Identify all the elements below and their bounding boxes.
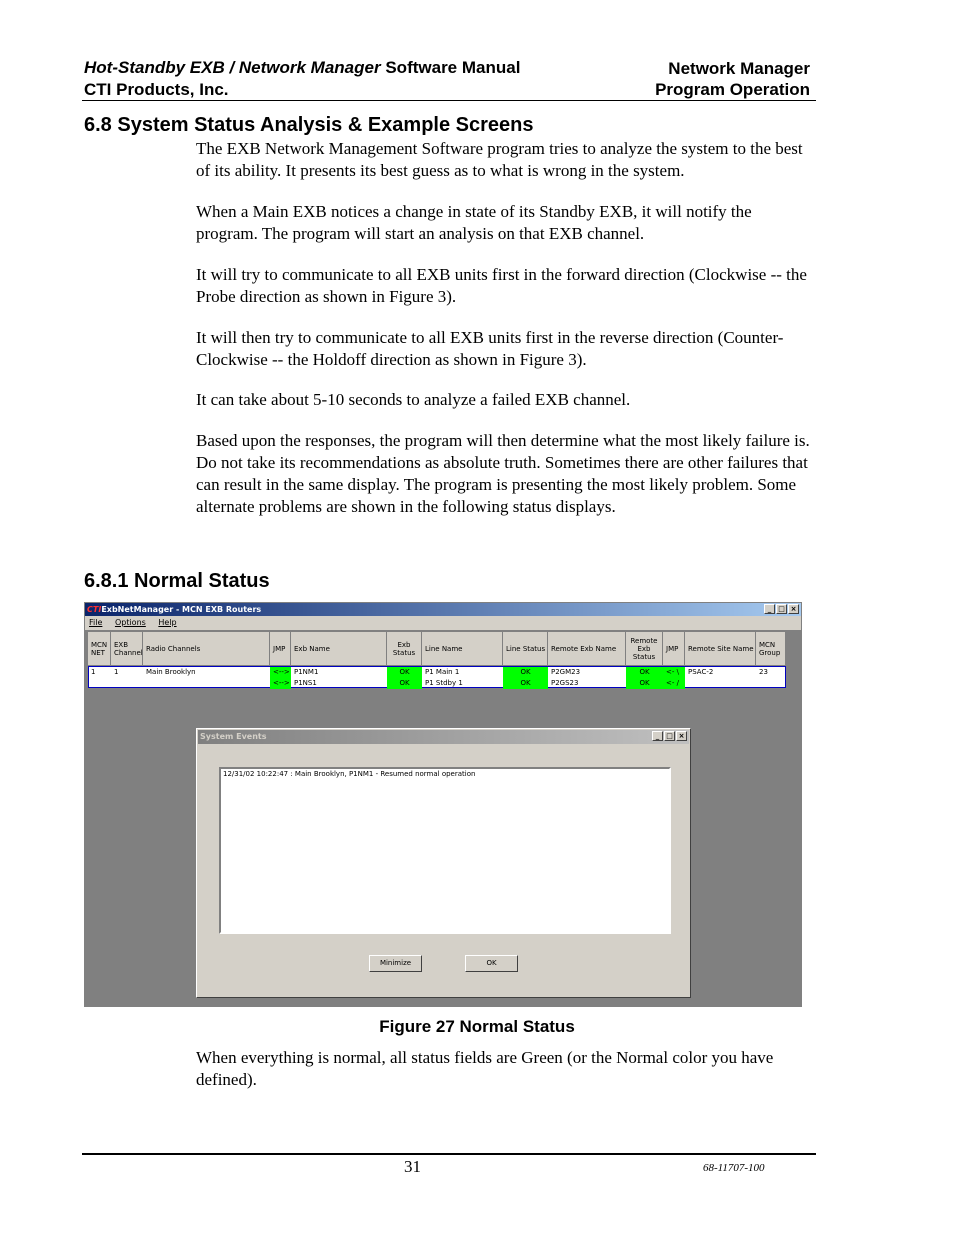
cell-exb-channel: 1 — [114, 668, 119, 676]
cell-line-status-2: OK — [503, 678, 548, 689]
maximize-icon[interactable]: □ — [776, 604, 787, 614]
system-events-dialog — [196, 728, 691, 998]
cell-radio-channel: Main Brooklyn — [146, 668, 196, 676]
cell-remote-site: PSAC-2 — [688, 668, 714, 676]
header-title — [84, 57, 520, 78]
paragraph-2: When a Main EXB notices a change in state of its Standby EXB, it will notify the program. The program will start an analysis on that EXB channel. — [196, 202, 752, 243]
router-table — [88, 632, 786, 688]
cell-remote-jmp-2: <- / — [663, 678, 685, 689]
ok-button[interactable]: OK — [465, 955, 518, 972]
col-line-name[interactable]: Line Name — [422, 632, 503, 666]
paragraph-1: The EXB Network Management Software program tries to analyze the system to the best of its ability. It presents its best guess as to what is wrong in the system. — [196, 139, 803, 180]
cell-remote-status-2: OK — [626, 678, 663, 689]
col-exb-status[interactable]: Exb Status — [387, 632, 422, 666]
col-remote-exb-status[interactable]: Remote Exb Status — [626, 632, 663, 666]
minimize-button[interactable]: Minimize — [369, 955, 422, 972]
col-line-status[interactable]: Line Status — [503, 632, 548, 666]
menu-help[interactable]: Help — [158, 618, 177, 627]
cell-exb-name-2: P1NS1 — [294, 679, 317, 687]
cell-remote-exb-1: P2GM23 — [551, 668, 581, 676]
paragraph-5: It can take about 5-10 seconds to analyze a failed EXB channel. — [196, 390, 631, 409]
dialog-titlebar — [198, 730, 689, 744]
section-heading: 6.8 System Status Analysis & Example Screens — [84, 114, 534, 136]
col-remote-jmp[interactable]: JMP — [663, 632, 685, 666]
cell-remote-status-1: OK — [626, 667, 663, 678]
cell-line-name-1: P1 Main 1 — [425, 668, 460, 676]
cell-exb-status-2: OK — [387, 678, 422, 689]
col-mcn-group[interactable]: MCN Group — [756, 632, 786, 666]
cell-remote-exb-2: P2GS23 — [551, 679, 579, 687]
paragraph-6: Based upon the responses, the program will then determine what the most likely failure is. Do not take its recommendations as absolute truth. Sometimes there are other failures that can result in the same display. The program is presenting the most likely problem. Some alternate problems are shown in the following status displays. — [196, 431, 810, 516]
menu-bar — [85, 616, 801, 630]
figure-caption: Figure 27 Normal Status — [379, 1017, 575, 1036]
page-number: 31 — [404, 1157, 421, 1176]
col-remote-exb-name[interactable]: Remote Exb Name — [548, 632, 626, 666]
cell-line-status-1: OK — [503, 667, 548, 678]
subsection-heading: 6.8.1 Normal Status — [84, 570, 270, 592]
minimize-icon[interactable]: _ — [764, 604, 775, 614]
close-icon[interactable]: × — [788, 604, 799, 614]
dialog-title: System Events — [200, 732, 267, 741]
cell-remote-jmp-1: <- \ — [663, 667, 685, 678]
app-title: ExbNetManager - MCN EXB Routers — [101, 605, 262, 614]
cti-logo: CTI — [87, 605, 102, 614]
dialog-window-controls — [652, 731, 687, 741]
col-exb-channel[interactable]: EXB Channel — [111, 632, 143, 666]
dialog-close-icon[interactable]: × — [676, 731, 687, 741]
event-entry: 12/31/02 10:22:47 : Main Brooklyn, P1NM1 - Resumed normal operation — [223, 770, 476, 778]
col-remote-site-name[interactable]: Remote Site Name — [685, 632, 756, 666]
doc-number: 68-11707-100 — [703, 1162, 765, 1174]
col-jmp[interactable]: JMP — [270, 632, 291, 666]
paragraph-3: It will try to communicate to all EXB units first in the forward direction (Clockwise -- the Probe direction as shown in Figure 3). — [196, 265, 807, 306]
dialog-maximize-icon[interactable]: □ — [664, 731, 675, 741]
cell-exb-status-1: OK — [387, 667, 422, 678]
dialog-minimize-icon[interactable]: _ — [652, 731, 663, 741]
app-titlebar — [85, 603, 801, 616]
header-rule — [82, 100, 816, 101]
header-title-rest: Software Manual — [385, 58, 521, 77]
header-right-line1: Network Manager — [668, 59, 810, 78]
paragraph-4: It will then try to communicate to all EXB units first in the reverse direction (Counter-Clockwise -- the Holdoff direction as shown in Figure 3). — [196, 328, 784, 369]
cell-mcn-net: 1 — [91, 668, 96, 676]
col-mcn-net[interactable]: MCN NET — [88, 632, 111, 666]
menu-file[interactable]: File — [89, 618, 103, 627]
cell-line-name-2: P1 Stdby 1 — [425, 679, 463, 687]
cell-mcn-group: 23 — [759, 668, 768, 676]
window-controls — [764, 604, 799, 614]
footer-rule — [82, 1153, 816, 1155]
cell-jmp-1: <--> — [270, 667, 291, 678]
header-company: CTI Products, Inc. — [84, 80, 229, 99]
col-exb-name[interactable]: Exb Name — [291, 632, 387, 666]
header-title-italic: Hot-Standby EXB / Network Manager — [84, 58, 381, 77]
cell-jmp-2: <--> — [270, 678, 291, 689]
menu-options[interactable]: Options — [114, 618, 146, 627]
events-log[interactable] — [219, 767, 671, 934]
cell-exb-name-1: P1NM1 — [294, 668, 319, 676]
closing-paragraph: When everything is normal, all status fields are Green (or the Normal color you have defined). — [196, 1048, 774, 1089]
col-radio-channels[interactable]: Radio Channels — [143, 632, 270, 666]
header-right-line2: Program Operation — [655, 80, 810, 99]
